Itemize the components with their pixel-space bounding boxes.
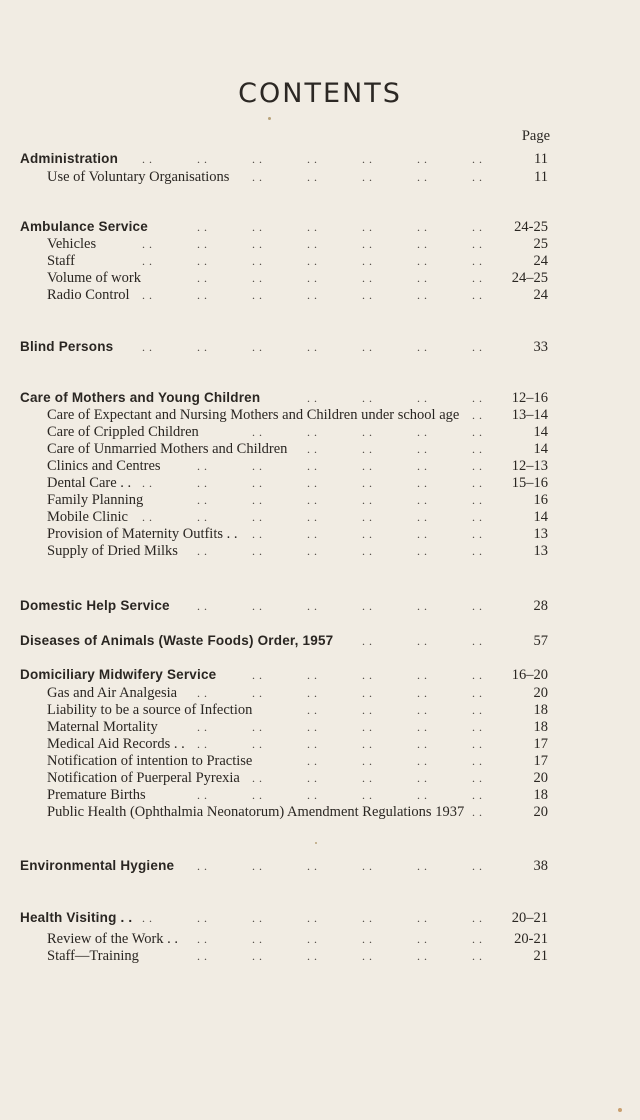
leader-dots: . . . . . . . . . . bbox=[252, 425, 483, 439]
page-number: 20–21 bbox=[511, 910, 548, 926]
page-number: 18 bbox=[533, 787, 548, 803]
leader-dots: . . . . . . . . bbox=[307, 754, 483, 768]
leader-dots: . . . . . . . . . . . . bbox=[197, 544, 483, 558]
leader-dots: . . . . . . . . . . . . bbox=[197, 686, 483, 700]
leader-dots: . . . . . . . . . . . . bbox=[197, 271, 483, 285]
toc-entry bbox=[0, 269, 640, 287]
page-column-label: Page bbox=[521, 128, 550, 144]
entry-label: Gas and Air Analgesia bbox=[47, 685, 178, 701]
toc-entry bbox=[0, 786, 640, 804]
entry-label: Dental Care . . bbox=[47, 475, 132, 491]
page-number: 25 bbox=[533, 236, 548, 252]
toc-entry bbox=[0, 286, 640, 304]
toc-section-heading bbox=[0, 389, 640, 407]
toc-entry bbox=[0, 491, 640, 509]
toc-entry bbox=[0, 701, 640, 719]
toc-entry bbox=[0, 168, 640, 186]
section-heading: Care of Mothers and Young Children bbox=[20, 390, 261, 405]
toc-entry bbox=[0, 769, 640, 787]
leader-dots: . . . . . . . . . . . . bbox=[197, 599, 483, 613]
toc-section-heading bbox=[0, 150, 640, 168]
entry-label: Care of Unmarried Mothers and Children bbox=[47, 441, 288, 457]
leader-dots: . . . . . . . . . . . . . . bbox=[142, 254, 483, 268]
entry-label: Care of Crippled Children bbox=[47, 424, 199, 440]
toc-section-heading bbox=[0, 597, 640, 615]
page-number: 18 bbox=[533, 719, 548, 735]
page-number: 57 bbox=[533, 633, 548, 649]
page-number: 14 bbox=[533, 441, 548, 457]
paper-speck bbox=[268, 117, 271, 120]
leader-dots: . . . . . . . . . . . . bbox=[197, 720, 483, 734]
page-number: 24-25 bbox=[514, 219, 548, 235]
toc-section-heading bbox=[0, 218, 640, 236]
entry-label: Liability to be a source of Infection bbox=[47, 702, 253, 718]
page-number: 14 bbox=[533, 424, 548, 440]
page-number: 12–13 bbox=[511, 458, 548, 474]
page-number: 11 bbox=[534, 169, 548, 185]
leader-dots: . . . . . . . . . . . . bbox=[197, 737, 483, 751]
leader-dots: . . . . . . . . . . . . bbox=[197, 932, 483, 946]
section-heading: Ambulance Service bbox=[20, 219, 148, 234]
page-number: 17 bbox=[533, 736, 548, 752]
entry-label: Staff—Training bbox=[47, 948, 139, 964]
toc-entry bbox=[0, 406, 640, 424]
toc-entry bbox=[0, 423, 640, 441]
page-number: 20 bbox=[533, 770, 548, 786]
leader-dots: . . . . . . . . bbox=[307, 442, 483, 456]
leader-dots: . . . . . . . . . . bbox=[252, 668, 483, 682]
leader-dots: . . . . . . . . bbox=[307, 391, 483, 405]
toc-entry bbox=[0, 930, 640, 948]
entry-label: Volume of work bbox=[47, 270, 141, 286]
toc-entry bbox=[0, 457, 640, 475]
page-number: 20 bbox=[533, 804, 548, 820]
page-number: 13 bbox=[533, 526, 548, 542]
toc-section-heading bbox=[0, 338, 640, 356]
leader-dots: . . . . . . . . . . . . bbox=[197, 493, 483, 507]
page-number: 14 bbox=[533, 509, 548, 525]
page-number: 20 bbox=[533, 685, 548, 701]
section-heading: Domiciliary Midwifery Service bbox=[20, 667, 217, 682]
entry-label: Supply of Dried Milks bbox=[47, 543, 178, 559]
section-heading: Environmental Hygiene bbox=[20, 858, 175, 873]
entry-label: Provision of Maternity Outfits . . bbox=[47, 526, 238, 542]
toc-entry bbox=[0, 803, 640, 821]
page-number: 15–16 bbox=[511, 475, 548, 491]
toc-section-heading bbox=[0, 632, 640, 650]
entry-label: Family Planning bbox=[47, 492, 144, 508]
toc-entry bbox=[0, 508, 640, 526]
toc-entry bbox=[0, 735, 640, 753]
leader-dots: . . . . . . . . . . . . bbox=[197, 459, 483, 473]
toc-section-heading bbox=[0, 909, 640, 927]
section-heading: Domestic Help Service bbox=[20, 598, 170, 613]
entry-label: Radio Control bbox=[47, 287, 130, 303]
entry-label: Notification of Puerperal Pyrexia bbox=[47, 770, 240, 786]
page-number: 28 bbox=[533, 598, 548, 614]
toc-entry bbox=[0, 718, 640, 736]
page-number: 24 bbox=[533, 253, 548, 269]
leader-dots: . . . . . . . . . . . . . . bbox=[142, 152, 483, 166]
leader-dots: . . bbox=[472, 805, 483, 819]
leader-dots: . . . . . . . . . . . . bbox=[197, 220, 483, 234]
paper-speck bbox=[315, 842, 317, 844]
page-number: 13 bbox=[533, 543, 548, 559]
entry-label: Staff bbox=[47, 253, 75, 269]
leader-dots: . . . . . . . . . . . . . . bbox=[142, 476, 483, 490]
toc-entry bbox=[0, 525, 640, 543]
leader-dots: . . . . . . . . . . . . bbox=[197, 788, 483, 802]
leader-dots: . . . . . . . . . . . . bbox=[197, 949, 483, 963]
leader-dots: . . . . . . . . . . . . . . bbox=[142, 288, 483, 302]
leader-dots: . . . . . . . . . . . . . . bbox=[142, 510, 483, 524]
entry-label: Notification of intention to Practise bbox=[47, 753, 253, 769]
leader-dots: . . . . . . . . . . . . . . bbox=[142, 237, 483, 251]
entry-label: Public Health (Ophthalmia Neonatorum) Amendment Regulations 1937 bbox=[47, 804, 465, 820]
page-number: 16 bbox=[533, 492, 548, 508]
section-heading: Diseases of Animals (Waste Foods) Order, 1957 bbox=[20, 633, 334, 648]
page-title: CONTENTS bbox=[238, 78, 402, 109]
page-number: 12–16 bbox=[511, 390, 548, 406]
toc-entry bbox=[0, 252, 640, 270]
page-number: 24 bbox=[533, 287, 548, 303]
leader-dots: . . . . . . . . . . . . . . bbox=[142, 911, 483, 925]
toc-entry bbox=[0, 474, 640, 492]
leader-dots: . . . . . . . . bbox=[307, 703, 483, 717]
entry-label: Medical Aid Records . . bbox=[47, 736, 185, 752]
entry-label: Use of Voluntary Organisations bbox=[47, 169, 230, 185]
section-heading: Blind Persons bbox=[20, 339, 114, 354]
entry-label: Vehicles bbox=[47, 236, 97, 252]
toc-entry bbox=[0, 684, 640, 702]
leader-dots: . . . . . . bbox=[362, 634, 483, 648]
toc-entry bbox=[0, 947, 640, 965]
entry-label: Care of Expectant and Nursing Mothers and Children under school age bbox=[47, 407, 460, 423]
page-number: 24–25 bbox=[511, 270, 548, 286]
entry-label: Clinics and Centres bbox=[47, 458, 161, 474]
toc-entry bbox=[0, 752, 640, 770]
page-number: 20-21 bbox=[514, 931, 548, 947]
leader-dots: . . . . . . . . . . bbox=[252, 170, 483, 184]
entry-label: Review of the Work . . bbox=[47, 931, 179, 947]
toc-entry bbox=[0, 440, 640, 458]
paper-speck bbox=[618, 1108, 622, 1112]
page-number: 16–20 bbox=[511, 667, 548, 683]
toc-entry bbox=[0, 542, 640, 560]
leader-dots: . . . . . . . . . . . . bbox=[197, 859, 483, 873]
page-number: 21 bbox=[533, 948, 548, 964]
leader-dots: . . . . . . . . . . bbox=[252, 771, 483, 785]
leader-dots: . . . . . . . . . . bbox=[252, 527, 483, 541]
leader-dots: . . . . . . . . . . . . . . bbox=[142, 340, 483, 354]
section-heading: Health Visiting . . bbox=[20, 910, 133, 925]
page-number: 11 bbox=[534, 151, 548, 167]
page-number: 13–14 bbox=[511, 407, 548, 423]
leader-dots: . . bbox=[472, 408, 483, 422]
toc-entry bbox=[0, 235, 640, 253]
page-number: 18 bbox=[533, 702, 548, 718]
entry-label: Mobile Clinic bbox=[47, 509, 128, 525]
page-number: 38 bbox=[533, 858, 548, 874]
section-heading: Administration bbox=[20, 151, 119, 166]
page-number: 33 bbox=[533, 339, 548, 355]
entry-label: Premature Births bbox=[47, 787, 146, 803]
toc-section-heading bbox=[0, 857, 640, 875]
page-number: 17 bbox=[533, 753, 548, 769]
entry-label: Maternal Mortality bbox=[47, 719, 158, 735]
toc-section-heading bbox=[0, 666, 640, 684]
